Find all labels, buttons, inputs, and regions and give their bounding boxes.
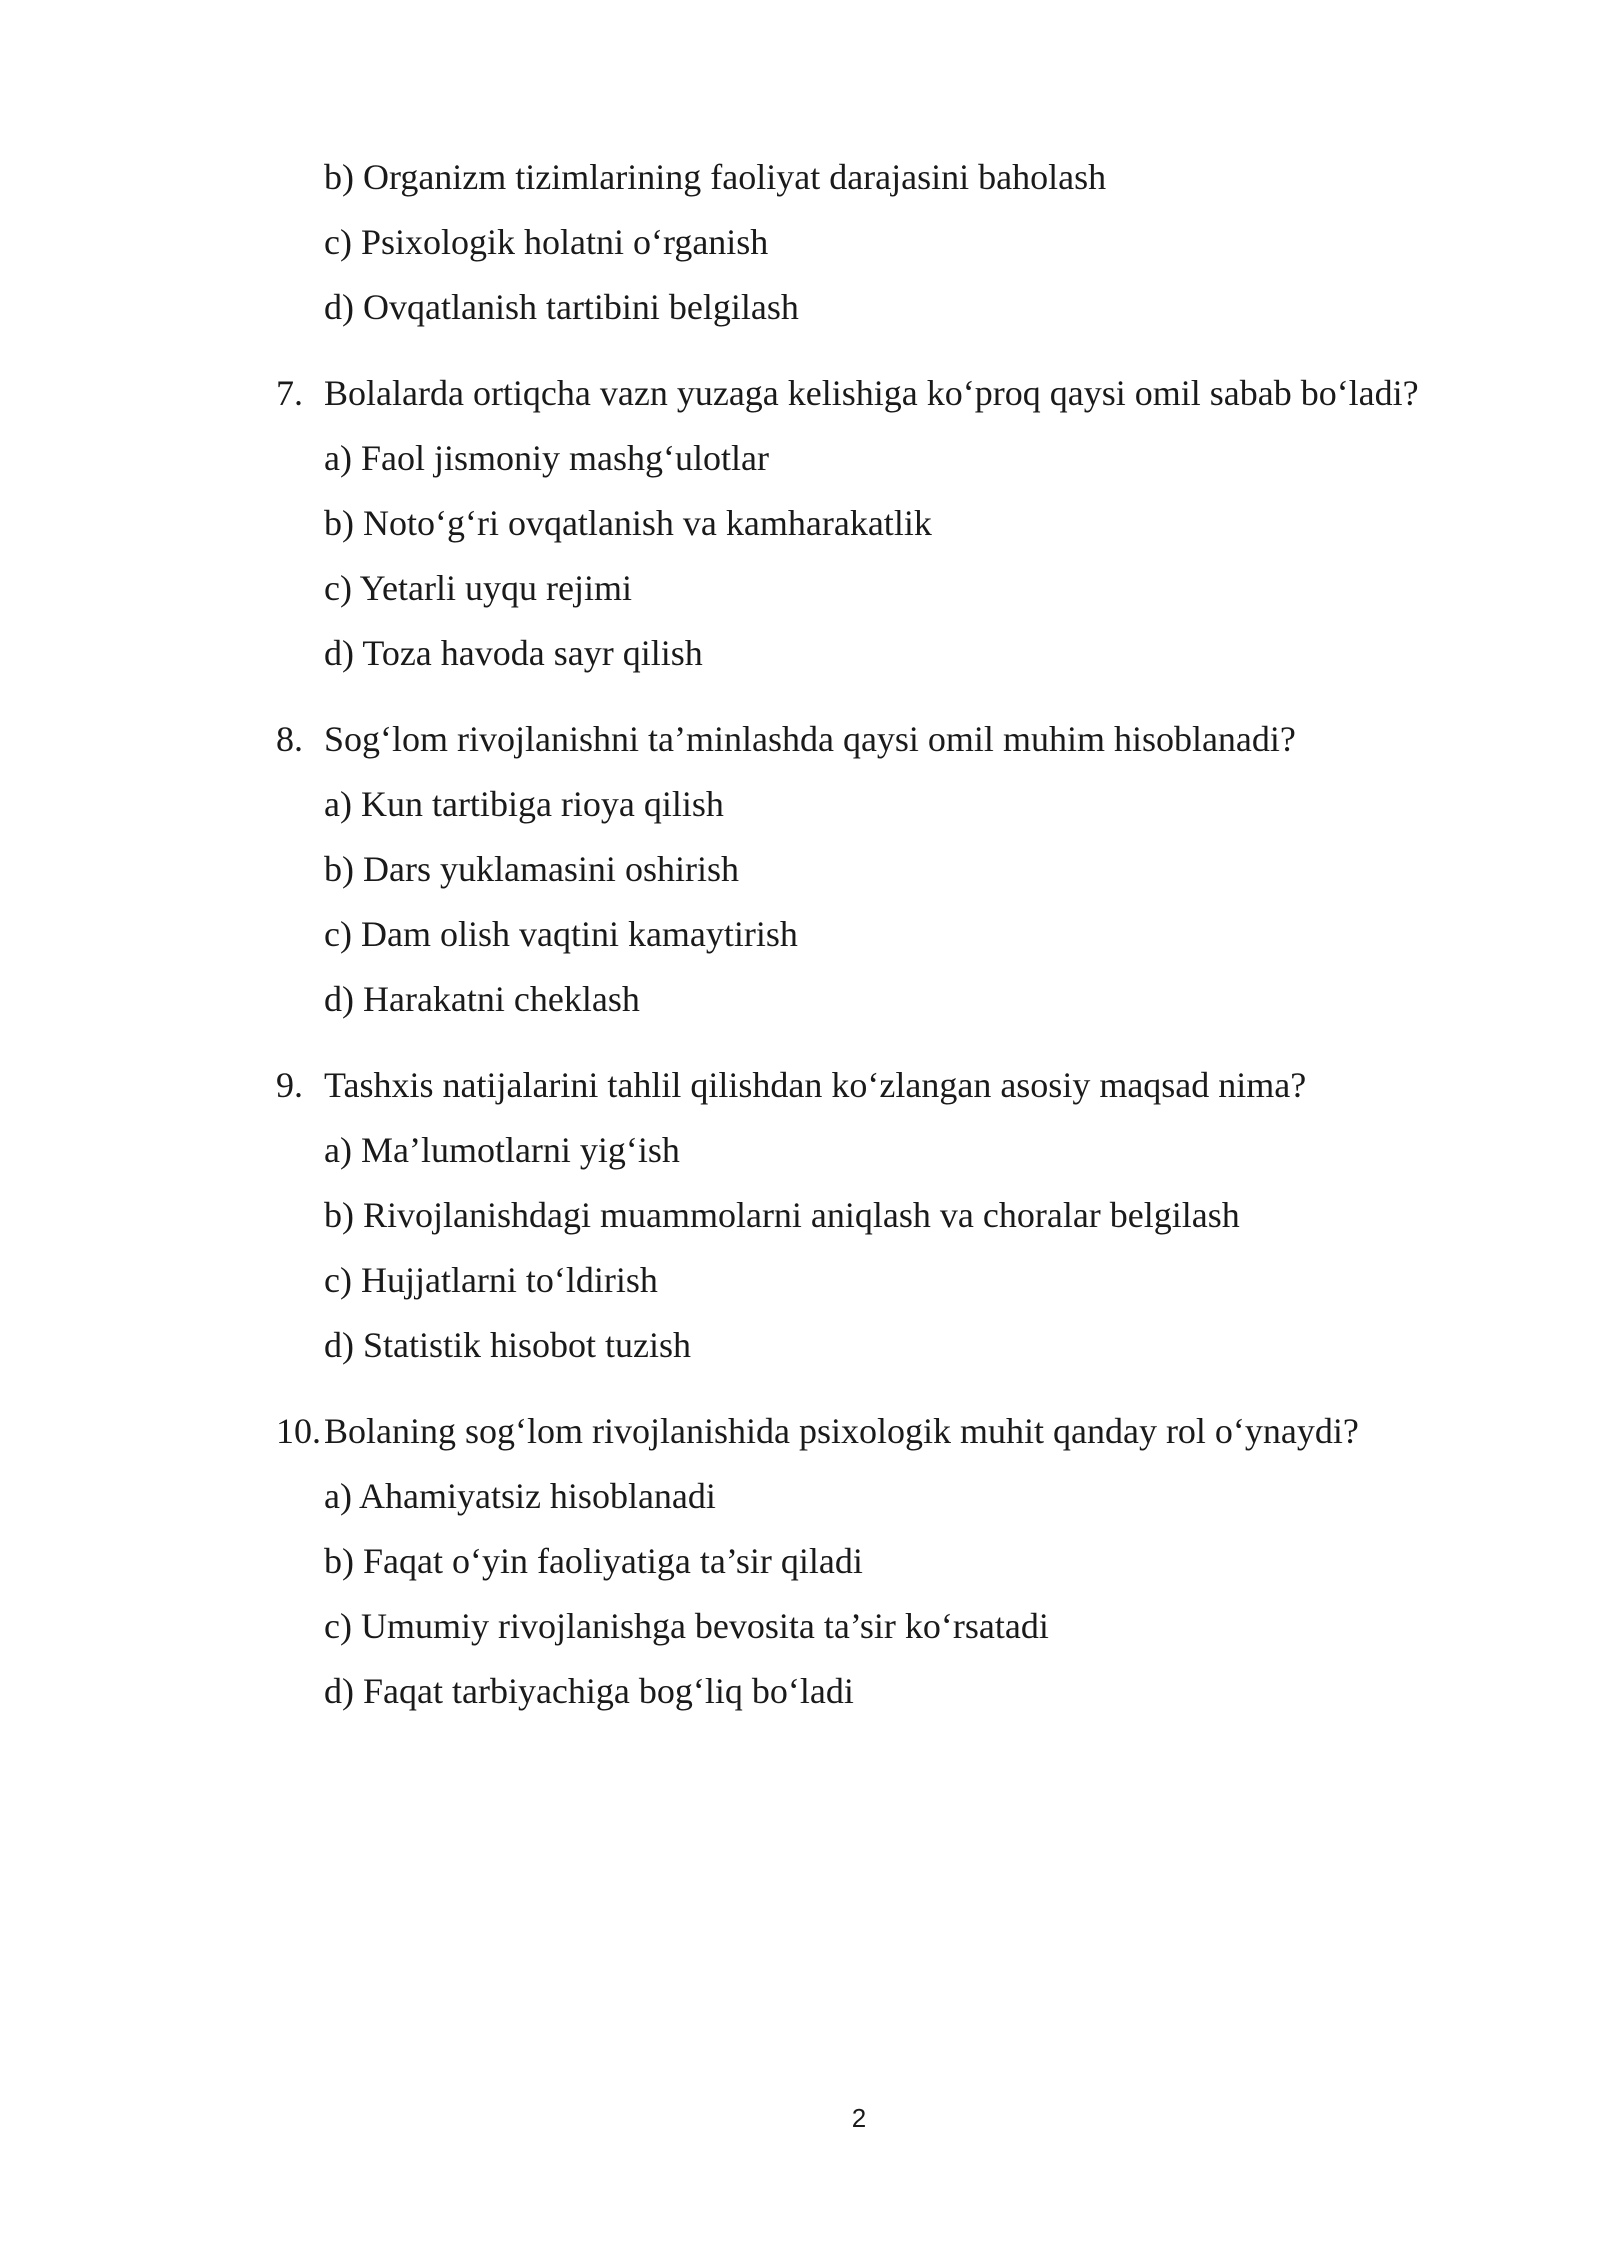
answer-option: c) Umumiy rivojlanishga bevosita ta’sir ko‘rsatadi [324,1606,1049,1646]
page-number: 2 [851,2103,867,2133]
answer-option: c) Dam olish vaqtini kamaytirish [324,914,798,954]
question-text: Tashxis natijalarini tahlil qilishdan ko‘zlangan asosiy maqsad nima? [324,1065,1307,1105]
question-line [276,1053,1526,1118]
answer-option: b) Noto‘g‘ri ovqatlanish va kamharakatlik [324,503,932,543]
question-9 [276,1053,1526,1378]
answer-option: c) Hujjatlarni to‘ldirish [324,1260,658,1300]
answer-option: c) Psixologik holatni o‘rganish [324,222,769,262]
answer-option: b) Dars yuklamasini oshirish [324,849,739,889]
answer-option: d) Harakatni cheklash [324,979,640,1019]
question-number: 8. [276,719,303,759]
question-7 [276,361,1526,686]
answer-option: a) Ahamiyatsiz hisoblanadi [324,1476,716,1516]
answer-option: b) Faqat o‘yin faoliyatiga ta’sir qiladi [324,1541,863,1581]
question-text: Sog‘lom rivojlanishni ta’minlashda qaysi omil muhim hisoblanadi? [324,719,1296,759]
answer-option: b) Rivojlanishdagi muammolarni aniqlash va choralar belgilash [324,1195,1240,1235]
question-8 [276,707,1526,1032]
question-number: 10. [276,1411,321,1451]
answer-option: a) Kun tartibiga rioya qilish [324,784,724,824]
answer-option: d) Ovqatlanish tartibini belgilash [324,287,799,327]
answer-option: d) Toza havoda sayr qilish [324,633,703,673]
answer-option: d) Faqat tarbiyachiga bog‘liq bo‘ladi [324,1671,854,1711]
question-text: Bolaning sog‘lom rivojlanishida psixologik muhit qanday rol o‘ynaydi? [324,1411,1359,1451]
question-line [276,361,1526,426]
question-number: 7. [276,373,303,413]
question-line [276,707,1526,772]
answer-options [276,426,1526,686]
question-10 [276,1399,1526,1724]
question-text: Bolalarda ortiqcha vazn yuzaga kelishiga ko‘proq qaysi omil sabab bo‘ladi? [324,373,1419,413]
answer-option: c) Yetarli uyqu rejimi [324,568,632,608]
answer-options [276,1118,1526,1378]
question-line [276,1399,1526,1464]
continued-options [276,145,1526,340]
answer-options [276,772,1526,1032]
answer-option: a) Ma’lumotlarni yig‘ish [324,1130,680,1170]
answer-option: d) Statistik hisobot tuzish [324,1325,692,1365]
answer-option: a) Faol jismoniy mashg‘ulotlar [324,438,769,478]
answer-options [276,1464,1526,1724]
answer-option: b) Organizm tizimlarining faoliyat darajasini baholash [324,157,1107,197]
page-content [276,145,1526,1724]
question-number: 9. [276,1065,303,1105]
